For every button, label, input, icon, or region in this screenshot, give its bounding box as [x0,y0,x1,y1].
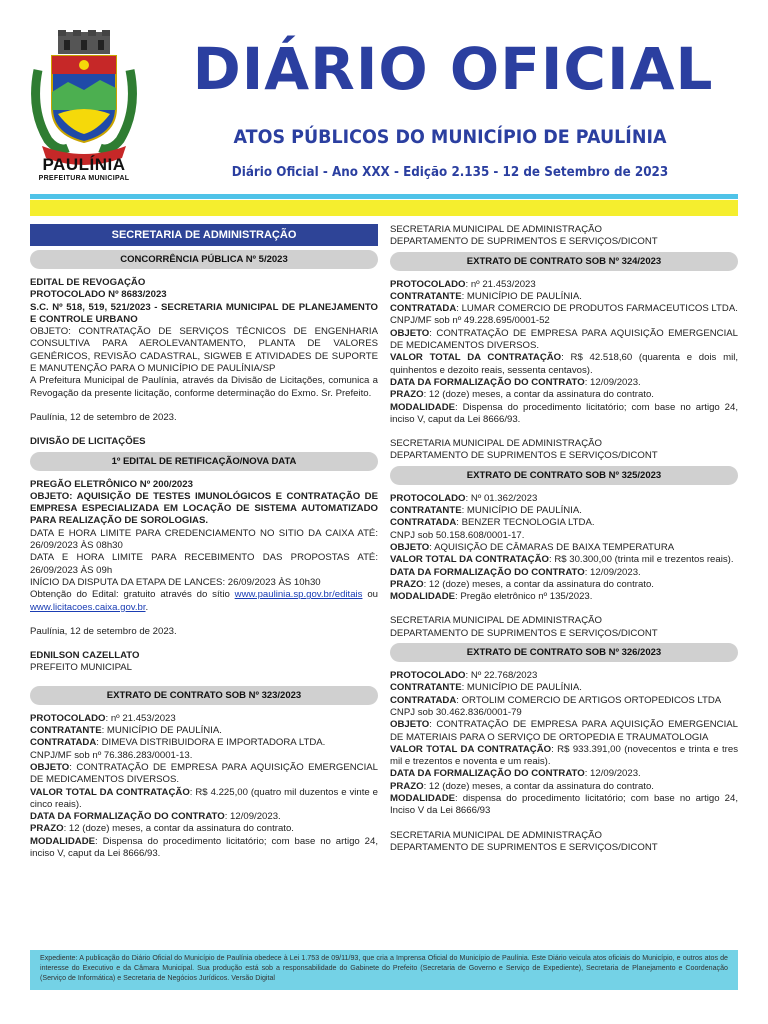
dept-line: DEPARTAMENTO DE SUPRIMENTOS E SERVIÇOS/DICONT [390,450,658,462]
credenciamento-line: DATA E HORA LIMITE PARA CREDENCIAMENTO NO SITIO DA CAIXA ATÉ: 26/09/2023 ÀS 08h30 [30,527,378,552]
signer-name: EDNILSON CAZELLATO [30,650,140,662]
objeto2-line: OBJETO: AQUISIÇÃO DE TESTES IMUNOLÓGICOS E CONTRATAÇÃO DE EMPRESA ESPECIALIZADA EM LOCAÇÃO DE SISTEMA AUTOMATIZADO PARA REALIZAÇÃO DE SOROLOGIAS. [30,490,378,527]
header-stripe-yellow [30,200,738,216]
caixa-link[interactable]: www.licitacoes.caixa.gov.br [30,601,146,613]
dept-line: SECRETARIA MUNICIPAL DE ADMINISTRAÇÃO [390,224,602,235]
signer-role: PREFEITO MUNICIPAL [30,662,132,674]
dept-line: SECRETARIA MUNICIPAL DE ADMINISTRAÇÃO [390,829,602,841]
left-column [30,224,378,860]
contract-324-heading: EXTRATO DE CONTRATO SOB Nº 324/2023 [390,252,738,271]
date-line: Paulínia, 12 de setembro de 2023. [30,625,177,637]
dept-line: DEPARTAMENTO DE SUPRIMENTOS E SERVIÇOS/DICONT [390,236,658,248]
inicio-line: INÍCIO DA DISPUTA DA ETAPA DE LANCES: 26/09/2023 ÀS 10h30 [30,576,321,588]
contract-325-heading: EXTRATO DE CONTRATO SOB Nº 325/2023 [390,466,738,485]
dept-line: SECRETARIA MUNICIPAL DE ADMINISTRAÇÃO [390,438,602,450]
right-column [390,224,738,854]
brand-subtitle: PREFEITURA MUNICIPAL [38,175,130,182]
revogacao-text: A Prefeitura Municipal de Paulínia, através da Divisão de Licitações, comunica a Revogação da presente licitação, conforme determinação do Exmo. Sr. Prefeito. [30,375,378,399]
concorrencia-heading: CONCORRÊNCIA PÚBLICA Nº 5/2023 [30,250,378,269]
header-stripe-cyan [30,194,738,199]
division-title: DIVISÃO DE LICITAÇÕES [30,436,146,448]
dept-line: DEPARTAMENTO DE SUPRIMENTOS E SERVIÇOS/DICONT [390,841,658,853]
dept-line: DEPARTAMENTO DE SUPRIMENTOS E SERVIÇOS/DICONT [390,627,658,639]
edital-title: EDITAL DE REVOGAÇÃO [30,277,146,288]
page-title: DIÁRIO OFICIAL [192,35,714,103]
objeto-line: OBJETO: CONTRATAÇÃO DE SERVIÇOS TÉCNICOS DE ENGENHARIA CONSULTIVA PARA AEROLEVANTAMENTO, PLANTA DE VALORES GENÉRICOS, REVISÃO CADASTRAL, SIGWEB E ATIVIDADES DE SUPORTE E MANUTENÇÃO PARA O MUNICÍPIO DE PAULÍNIA/SP [30,326,378,375]
pregao-line: PREGÃO ELETRÔNICO Nº 200/2023 [30,478,193,490]
date-line: Paulínia, 12 de setembro de 2023. [30,411,177,423]
retificacao-heading: 1º EDITAL DE RETIFICAÇÃO/NOVA DATA [30,452,378,471]
contract-326: PROTOCOLADO: Nº 22.768/2023 CONTRATANTE: MUNICÍPIO DE PAULÍNIA. CONTRATADA: ORTOLIM COMERCIO DE ARTIGOS ORTOPEDICOS LTDA CNPJ sob 30.462.836/0001-79 OBJETO: CONTRATAÇÃO DE EMPRESA PARA AQUISIÇÃO EMERGENCIAL DE MATERIAIS PARA O SERVIÇO DE ORTOPEDIA E TRAUMATOLOGIA VALOR TOTAL DA CONTRATAÇÃO: R$ 933.391,00 (novecentos e trinta e tres mil e trezentos e noventa e um reais). DATA DA FORMALIZAÇÃO DO CONTRATO: 12/09/2023. PRAZO: 12 (doze) meses, a contar da assinatura do contrato. MODALIDADE: dispensa do procedimento licitatório; com base no artigo 24, Inciso V da Lei 8666/93 [390,670,738,817]
editais-link[interactable]: www.paulinia.sp.gov.br/editais [234,589,363,601]
dept-line: SECRETARIA MUNICIPAL DE ADMINISTRAÇÃO [390,615,602,627]
contract-325: PROTOCOLADO: Nº 01.362/2023 CONTRATANTE: MUNICÍPIO DE PAULÍNIA. CONTRATADA: BENZER TECNOLOGIA LTDA. CNPJ sob 50.158.608/0001-17. OBJETO: AQUISIÇÃO DE CÂMARAS DE BAIXA TEMPERATURA VALOR TOTAL DA CONTRATAÇÃO: R$ 30.300,00 (trinta mil e trezentos reais). DATA DA FORMALIZAÇÃO DO CONTRATO: 12/09/2023. PRAZO: 12 (doze) meses, a contar da assinatura do contrato. MODALIDADE: Pregão eletrônico nº 135/2023. [390,492,734,603]
page-subtitle: ATOS PÚBLICOS DO MUNICÍPIO DE PAULÍNIA [233,126,667,148]
sc-line: S.C. Nº 518, 519, 521/2023 - SECRETARIA MUNICIPAL DE PLANEJAMENTO E CONTROLE URBANO [30,301,378,325]
recebimento-line: DATA E HORA LIMITE PARA RECEBIMENTO DAS PROPOSTAS ATÉ: 26/09/2023 ÀS 09h [30,552,378,576]
section-heading: SECRETARIA DE ADMINISTRAÇÃO [30,224,378,246]
contract-323-heading: EXTRATO DE CONTRATO SOB Nº 323/2023 [30,686,378,705]
obtencao-line: Obtenção do Edital: gratuito através do sítio www.paulinia.sp.gov.br/editais ou www.licitacoes.caixa.gov.br. [30,589,378,613]
brand-name: PAULÍNIA [42,155,126,174]
protocolo-line: PROTOCOLADO Nº 8683/2023 [30,289,167,301]
contract-323: PROTOCOLADO: nº 21.453/2023 CONTRATANTE: MUNICÍPIO DE PAULÍNIA. CONTRATADA: DIMEVA DISTRIBUIDORA E IMPORTADORA LTDA. CNPJ/MF sob nº 76.386.283/0001-13. OBJETO: CONTRATAÇÃO DE EMPRESA PARA AQUISIÇÃO EMERGENCIAL DE MEDICAMENTOS DIVERSOS. VALOR TOTAL DA CONTRATAÇÃO: R$ 4.225,00 (quatro mil duzentos e vinte e cinco reais). DATA DA FORMALIZAÇÃO DO CONTRATO: 12/09/2023. PRAZO: 12 (doze) meses, a contar da assinatura do contrato. MODALIDADE: Dispensa do procedimento licitatório; com base no artigo 24, inciso V, caput da Lei 8666/93. [30,712,378,859]
expediente-footer: Expediente: A publicação do Diário Oficial do Município de Paulínia obedece à Lei 1.753 de 09/11/93, que cria a Imprensa Oficial do Município de Paulínia. Este Diário veicula atos oficiais do Município, e outros atos de interesse do Executivo e da Câmara Municipal. Sua produção está sob a responsabilidade do Gabinete do Prefeito (Secretaria de Governo e Serviço de Expediente), Secretaria de Planejamento e Coordenação (Serviço de Informática) e Secretaria de Negócios Jurídicos. Versão Digital [30,950,738,990]
contract-326-heading: EXTRATO DE CONTRATO SOB Nº 326/2023 [390,643,738,662]
edition-line: Diário Oficial - Ano XXX - Edição 2.135 - 12 de Setembro de 2023 [231,165,669,180]
masthead [0,0,768,200]
contract-324: PROTOCOLADO: nº 21.453/2023 CONTRATANTE: MUNICÍPIO DE PAULÍNIA. CONTRATADA: LUMAR COMERCIO DE PRODUTOS FARMACEUTICOS LTDA. CNPJ/MF sob nº 49.228.695/0001-52 OBJETO: CONTRATAÇÃO DE EMPRESA PARA AQUISIÇÃO EMERGENCIAL DE MEDICAMENTOS DIVERSOS. VALOR TOTAL DA CONTRATAÇÃO: R$ 42.518,60 (quarenta e dois mil, quinhentos e dezoito reais, sessenta centavos). DATA DA FORMALIZAÇÃO DO CONTRATO: 12/09/2023. PRAZO: 12 (doze) meses, a contar da assinatura do contrato. MODALIDADE: Dispensa do procedimento licitatório; com base no artigo 24, inciso V, caput da Lei 8666/93. [390,278,738,425]
